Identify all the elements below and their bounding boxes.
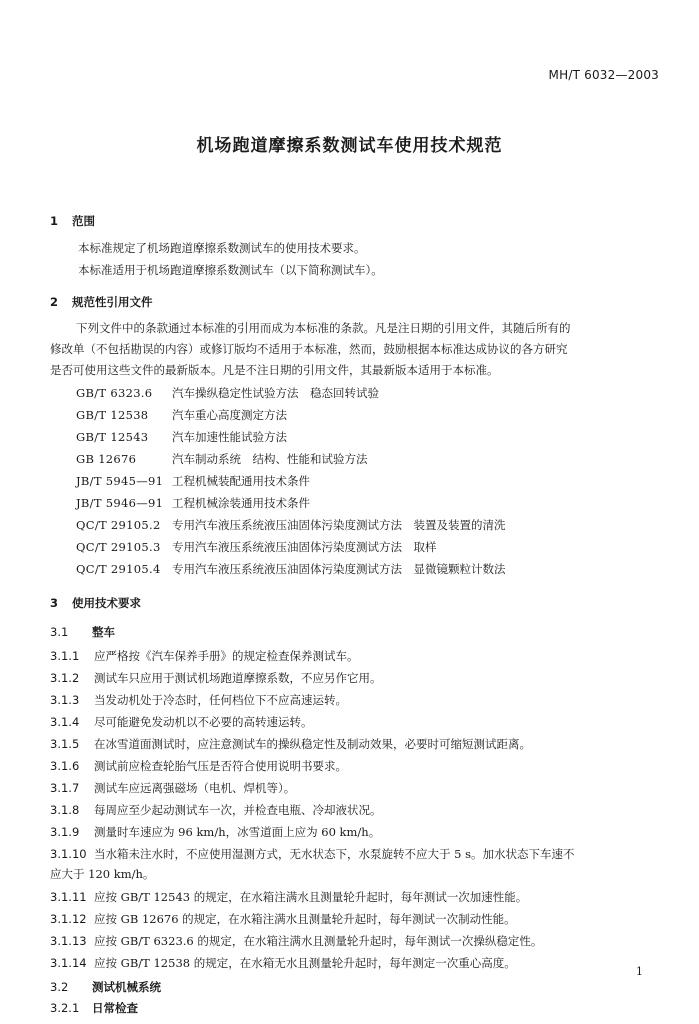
clause-number: 3.1.1 [50, 649, 80, 663]
clause-text: 当水箱未注水时，不应使用湿测方式，无水状态下，水泵旋转不应大于 5 s。加水状态下车速不 [94, 847, 575, 861]
reference-title: 专用汽车液压系统液压油固体污染度测试方法 取样 [172, 540, 437, 554]
clause [50, 692, 347, 708]
reference-item [76, 451, 368, 467]
reference-item [76, 561, 506, 577]
reference-code: GB 12676 [76, 452, 137, 466]
clause [50, 846, 575, 862]
section-2-title: 规范性引用文件 [72, 295, 153, 309]
clause-number: 3.1.2 [50, 671, 80, 685]
reference-title: 专用汽车液压系统液压油固体污染度测试方法 装置及装置的清洗 [172, 518, 506, 532]
subsection-3-2-heading [50, 979, 161, 995]
clause-text: 应大于 120 km/h。 [50, 867, 155, 881]
reference-title: 汽车操纵稳定性试验方法 稳态回转试验 [172, 386, 379, 400]
clause-text: 应严格按《汽车保养手册》的规定检查保养测试车。 [94, 649, 359, 663]
clause [50, 758, 347, 774]
reference-title: 汽车加速性能试验方法 [172, 430, 287, 444]
reference-item [76, 429, 287, 445]
reference-title: 汽车重心高度测定方法 [172, 408, 287, 422]
clause [50, 889, 527, 905]
section-2-intro-line: 修改单（不包括勘误的内容）或修订版均不适用于本标准，然而，鼓励根据本标准达成协议的各方研究 [50, 342, 568, 356]
subsection-number: 3.1 [50, 625, 69, 639]
reference-item [76, 407, 287, 423]
clause-text: 当发动机处于冷态时，任何档位下不应高速运转。 [94, 693, 347, 707]
document-title: 机场跑道摩擦系数测试车使用技术规范 [196, 136, 503, 156]
clause-text: 测试车应远离强磁场（电机、焊机等）。 [94, 781, 296, 795]
reference-code: QC/T 29105.3 [76, 540, 161, 554]
clause-number: 3.1.11 [50, 890, 87, 904]
reference-code: QC/T 29105.2 [76, 518, 161, 532]
clause [50, 824, 380, 840]
reference-title: 工程机械装配通用技术条件 [172, 474, 310, 488]
clause-number: 3.1.9 [50, 825, 80, 839]
reference-item [76, 539, 437, 555]
clause-number: 3.1.4 [50, 715, 80, 729]
clause-text: 测试前应检查轮胎气压是否符合使用说明书要求。 [94, 759, 347, 773]
clause [50, 955, 516, 971]
clause [50, 933, 542, 949]
reference-item [76, 517, 506, 533]
clause-number: 3.1.12 [50, 912, 87, 926]
clause-number: 3.1.3 [50, 693, 80, 707]
clause-number: 3.1.5 [50, 737, 80, 751]
section-3-title: 使用技术要求 [72, 596, 141, 610]
clause-number: 3.1.8 [50, 803, 80, 817]
clause [50, 670, 382, 686]
reference-item [76, 385, 379, 401]
section-1-number: 1 [50, 214, 59, 228]
reference-code: GB/T 12538 [76, 408, 149, 422]
clause-text: 应按 GB/T 12538 的规定，在水箱无水且测量轮升起时，每年测定一次重心高度。 [94, 956, 516, 970]
clause [50, 780, 295, 796]
clause [50, 802, 382, 818]
reference-title: 汽车制动系统 结构、性能和试验方法 [172, 452, 368, 466]
clause-text: 应按 GB/T 6323.6 的规定，在水箱注满水且测量轮升起时，每年测试一次操纵稳定性。 [94, 934, 543, 948]
section-2-heading [50, 294, 153, 310]
clause-text: 尽可能避免发动机以不必要的高转速运转。 [94, 715, 313, 729]
clause-text: 应按 GB/T 12543 的规定，在水箱注满水且测量轮升起时，每年测试一次加速性能。 [94, 890, 528, 904]
section-1-title: 范围 [72, 214, 95, 228]
reference-code: QC/T 29105.4 [76, 562, 161, 576]
section-1-heading [50, 213, 95, 229]
section-2-intro-line: 是否可使用这些文件的最新版本。凡是不注日期的引用文件，其最新版本适用于本标准。 [50, 363, 499, 377]
clause-number: 3.1.13 [50, 934, 87, 948]
reference-item [76, 473, 310, 489]
reference-title: 专用汽车液压系统液压油固体污染度测试方法 显微镜颗粒计数法 [172, 562, 506, 576]
reference-code: JB/T 5946—91 [76, 496, 164, 510]
section-1-paragraph: 本标准规定了机场跑道摩擦系数测试车的使用技术要求。 [78, 241, 366, 255]
subsection-title: 日常检查 [92, 1001, 138, 1015]
reference-code: JB/T 5945—91 [76, 474, 164, 488]
clause-continuation [50, 866, 154, 882]
subsection-number: 3.2.1 [50, 1001, 80, 1015]
clause-text: 测试车只应用于测试机场跑道摩擦系数，不应另作它用。 [94, 671, 382, 685]
clause [50, 648, 359, 664]
standard-code: MH/T 6032—2003 [548, 68, 659, 82]
section-2-number: 2 [50, 295, 59, 309]
reference-code: GB/T 12543 [76, 430, 149, 444]
reference-title: 工程机械涂装通用技术条件 [172, 496, 310, 510]
reference-item [76, 495, 310, 511]
subsection-3-1-heading [50, 624, 115, 640]
clause-number: 3.1.7 [50, 781, 80, 795]
clause [50, 911, 516, 927]
subsection-title: 测试机械系统 [92, 980, 161, 994]
clause [50, 736, 531, 752]
section-1-paragraph: 本标准适用于机场跑道摩擦系数测试车（以下简称测试车）。 [78, 263, 383, 277]
clause [50, 714, 313, 730]
reference-code: GB/T 6323.6 [76, 386, 153, 400]
section-2-intro-line: 下列文件中的条款通过本标准的引用而成为本标准的条款。凡是注日期的引用文件，其随后所有的 [76, 321, 571, 335]
subsection-number: 3.2 [50, 980, 69, 994]
clause-number: 3.1.14 [50, 956, 87, 970]
subsection-3-2-1-heading [50, 1000, 138, 1016]
clause-text: 测量时车速应为 96 km/h，冰雪道面上应为 60 km/h。 [94, 825, 381, 839]
clause-number: 3.1.10 [50, 847, 87, 861]
clause-text: 应按 GB 12676 的规定，在水箱注满水且测量轮升起时，每年测试一次制动性能。 [94, 912, 516, 926]
subsection-title: 整车 [92, 625, 115, 639]
clause-number: 3.1.6 [50, 759, 80, 773]
page-number: 1 [636, 965, 643, 978]
section-3-number: 3 [50, 596, 59, 610]
clause-text: 每周应至少起动测试车一次，并检查电瓶、冷却液状况。 [94, 803, 382, 817]
clause-text: 在冰雪道面测试时，应注意测试车的操纵稳定性及制动效果，必要时可缩短测试距离。 [94, 737, 531, 751]
section-3-heading [50, 595, 141, 611]
